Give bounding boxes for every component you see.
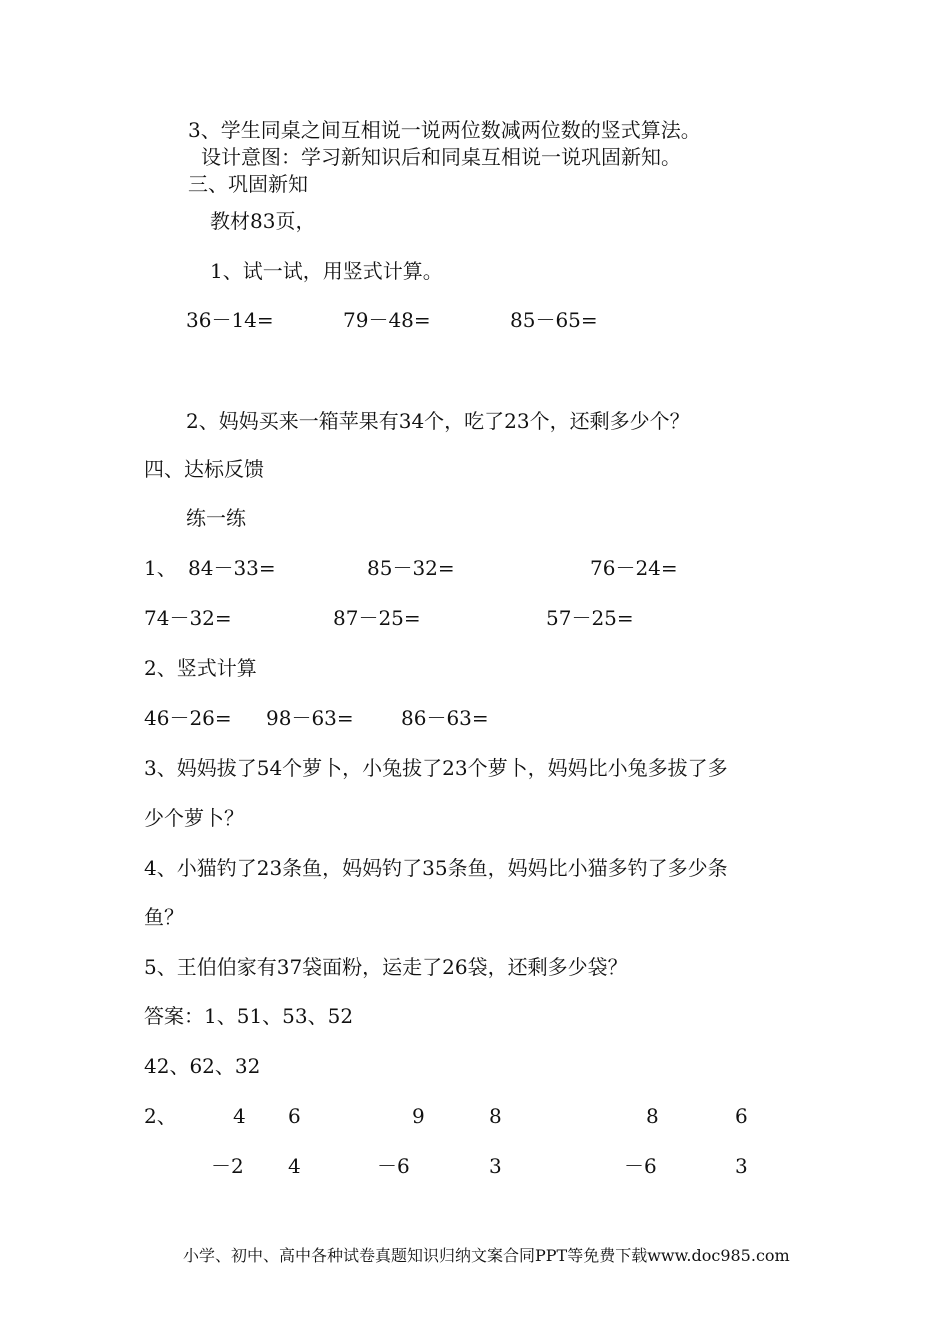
p3-text: 3、妈妈拔了54个萝卜，小兔拔了23个萝卜，妈妈比小兔多拔了多	[144, 756, 728, 780]
q1-expression: 79－48=	[343, 308, 431, 332]
p1-expression: 57－25=	[546, 606, 634, 630]
vertical-digit: 6	[735, 1104, 748, 1128]
p1-label: 1、	[144, 556, 177, 580]
p2-expression: 46－26=	[144, 706, 232, 730]
p1-expression: 85－32=	[367, 556, 455, 580]
answer-q2-label: 2、	[144, 1104, 177, 1128]
textbook-reference: 教材83页，	[210, 209, 316, 233]
q1-expression: 36－14=	[186, 308, 274, 332]
vertical-digit: 8	[646, 1104, 659, 1128]
practice-title: 练一练	[186, 506, 246, 530]
p1-expression: 76－24=	[590, 556, 678, 580]
vertical-digit: 3	[735, 1154, 748, 1178]
vertical-digit: 9	[412, 1104, 425, 1128]
vertical-digit: 3	[489, 1154, 502, 1178]
design-intent-text: 设计意图：学习新知识后和同桌互相说一说巩固新知。	[201, 145, 681, 169]
vertical-digit: 8	[489, 1104, 502, 1128]
p3-text-cont: 少个萝卜？	[144, 806, 244, 830]
p2-title: 2、竖式计算	[144, 656, 257, 680]
section4-heading: 四、达标反馈	[144, 457, 264, 481]
vertical-digit: －6	[377, 1154, 410, 1178]
p2-expression: 86－63=	[401, 706, 489, 730]
q1-expression: 85－65=	[510, 308, 598, 332]
step3-text: 3、学生同桌之间互相说一说两位数减两位数的竖式算法。	[188, 118, 701, 142]
p4-text-cont: 鱼？	[144, 905, 184, 929]
p1-expression: 84－33=	[188, 556, 276, 580]
vertical-digit: 4	[288, 1154, 301, 1178]
vertical-digit: 4	[233, 1104, 246, 1128]
section3-heading: 三、巩固新知	[188, 172, 308, 196]
q1-title: 1、试一试，用竖式计算。	[210, 259, 443, 283]
p1-expression: 74－32=	[144, 606, 232, 630]
vertical-digit: －6	[624, 1154, 657, 1178]
answer-line: 42、62、32	[144, 1054, 261, 1078]
p5-text: 5、王伯伯家有37袋面粉，运走了26袋，还剩多少袋？	[144, 955, 628, 979]
p2-expression: 98－63=	[266, 706, 354, 730]
p1-expression: 87－25=	[333, 606, 421, 630]
p4-text: 4、小猫钓了23条鱼，妈妈钓了35条鱼，妈妈比小猫多钓了多少条	[144, 856, 728, 880]
q2-text: 2、妈妈买来一箱苹果有34个，吃了23个，还剩多少个？	[186, 409, 690, 433]
answer-line: 答案：1、51、53、52	[144, 1004, 354, 1028]
vertical-digit: 6	[288, 1104, 301, 1128]
footer-text: 小学、初中、高中各种试卷真题知识归纳文案合同PPT等免费下载www.doc985.com	[183, 1246, 790, 1265]
vertical-digit: －2	[211, 1154, 244, 1178]
